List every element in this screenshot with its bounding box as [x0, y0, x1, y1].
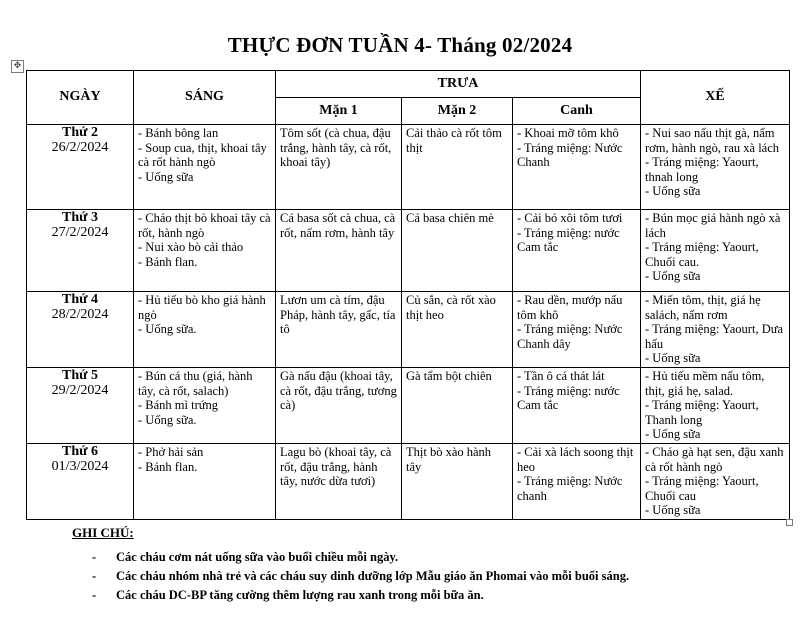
header-afternoon: XẾ [641, 71, 790, 125]
table-row [27, 292, 790, 368]
day-date: 29/2/2024 [51, 382, 109, 398]
day-name: Thứ 5 [61, 368, 99, 383]
note-text: Các cháu cơm nát uống sữa vào buổi chiều mỗi ngày. [116, 550, 399, 564]
menu-line: - Bánh flan. [138, 254, 198, 269]
man1-cell [276, 292, 402, 368]
menu-line: - Uống sữa [645, 503, 701, 517]
menu-line: - Tráng miệng: Nước Chanh dây [517, 322, 623, 351]
menu-line: Gà tẩm bột chiên [406, 369, 492, 383]
man2-cell [402, 125, 513, 210]
sang-cell [134, 125, 276, 210]
day-name: Thứ 6 [61, 444, 99, 459]
man2-cell [402, 368, 513, 444]
sang-cell [134, 368, 276, 444]
man2-cell [402, 292, 513, 368]
man2-cell [402, 444, 513, 520]
table-row [27, 210, 790, 292]
man1-cell [276, 444, 402, 520]
menu-line: - Uống sữa [138, 169, 194, 184]
notes-title: GHI CHÚ: [72, 525, 134, 540]
menu-line: - Tráng miệng: Yaourt, Chuối cau [645, 474, 759, 503]
menu-line: Cải thảo cà rốt tôm thịt [406, 126, 502, 155]
menu-line: - Miến tôm, thịt, giá hẹ salách, nấm rơm [645, 293, 761, 322]
menu-line: Củ sắn, cà rốt xào thịt heo [406, 293, 496, 322]
canh-cell [513, 292, 641, 368]
menu-line: Gà nấu đậu (khoai tây, cà rốt, đậu trắng, tương cà) [280, 369, 397, 412]
canh-cell [513, 210, 641, 292]
canh-cell [513, 368, 641, 444]
day-cell [27, 125, 134, 210]
menu-line: Thịt bò xào hành tây [406, 445, 492, 474]
menu-line: - Cải xà lách soong thịt heo [517, 445, 634, 474]
note-item [92, 588, 629, 602]
day-date: 01/3/2024 [51, 458, 109, 474]
day-cell [27, 210, 134, 292]
page-title: THỰC ĐƠN TUẦN 4- Tháng 02/2024 [227, 33, 573, 57]
menu-line: - Cháo gà hạt sen, đậu xanh cà rốt hành ngò [645, 445, 784, 474]
day-cell [27, 292, 134, 368]
xe-cell [641, 210, 790, 292]
menu-line: - Tráng miệng: nước Cam tắc [517, 225, 620, 254]
day-date: 28/2/2024 [51, 306, 109, 322]
menu-line: - Tráng miệng: nước Cam tắc [517, 383, 620, 412]
man1-cell [276, 125, 402, 210]
header-breakfast: SÁNG [134, 71, 276, 125]
note-text: Các cháu nhóm nhà trẻ và các cháu suy dinh dưỡng lớp Mẫu giáo ăn Phomai vào mỗi buổi sáng. [116, 569, 630, 583]
menu-line: Cá basa sốt cà chua, cà rốt, nấm rơm, hành tây [280, 211, 396, 240]
menu-line: - Uống sữa [645, 269, 701, 283]
header-day: NGÀY [27, 71, 134, 125]
menu-line: - Nui sao nấu thịt gà, nấm rơm, hành ngò, rau xà lách [645, 126, 780, 155]
menu-line: - Cải bó xôi tôm tươi [517, 211, 623, 225]
menu-line: - Khoai mỡ tôm khô [517, 126, 619, 140]
man1-cell [276, 368, 402, 444]
menu-line: - Bánh bông lan [138, 126, 219, 140]
day-name: Thứ 3 [61, 210, 99, 225]
header-lunch-man2: Mặn 2 [402, 98, 513, 125]
menu-line: - Tráng miệng: Yaourt, Thanh long [645, 398, 759, 427]
man1-cell [276, 210, 402, 292]
menu-line: - Hủ tiếu mềm nấu tôm, thịt, giá hẹ, salad. [645, 369, 765, 398]
menu-line: - Tráng miệng: Nước Chanh [517, 140, 623, 169]
xe-cell [641, 292, 790, 368]
table-row [27, 368, 790, 444]
day-name: Thứ 4 [61, 292, 99, 307]
canh-cell [513, 444, 641, 520]
table-row [27, 444, 790, 520]
menu-line: - Uống sữa. [138, 412, 197, 427]
menu-line: - Hủ tiếu bò kho giá hành ngò [138, 293, 266, 322]
xe-cell [641, 125, 790, 210]
menu-line: - Nui xào bò cải thảo [138, 240, 244, 254]
note-item [92, 569, 629, 583]
menu-line: - Uống sữa. [138, 322, 197, 336]
menu-line: - Bánh flan. [138, 459, 198, 474]
sang-cell [134, 292, 276, 368]
table-resize-handle[interactable] [786, 519, 793, 526]
header-lunch: TRƯA [276, 71, 641, 98]
menu-body [27, 125, 790, 520]
sang-cell [134, 444, 276, 520]
menu-line: - Bún cá thu (giá, hành tây, cà rốt, salach) [138, 369, 253, 398]
note-item [92, 550, 629, 564]
table-move-handle-icon[interactable]: ✥ [11, 60, 24, 73]
menu-line: - Tráng miệng: Yaourt, thnah long [645, 155, 759, 184]
menu-line: - Uống sữa [645, 351, 701, 365]
menu-table [26, 70, 790, 520]
day-date: 26/2/2024 [51, 139, 109, 155]
menu-line: - Soup cua, thịt, khoai tây cà rốt hành ngò [138, 140, 267, 169]
note-dash: - [92, 588, 97, 602]
menu-line: - Phở hải sản [138, 445, 204, 459]
header-lunch-canh: Canh [513, 98, 641, 125]
menu-line: - Tráng miệng: Yaourt, Chuối cau. [645, 240, 759, 269]
menu-line: - Bánh mì trứng [138, 398, 219, 412]
day-name: Thứ 2 [61, 125, 99, 140]
menu-line: - Tráng miệng: Yaourt, Dưa hấu [645, 322, 784, 351]
menu-line: - Tráng miệng: Nước chanh [517, 474, 623, 503]
menu-line: - Uống sữa [645, 184, 701, 198]
note-text: Các cháu DC-BP tăng cường thêm lượng rau xanh trong mỗi bữa ăn. [116, 588, 484, 602]
sang-cell [134, 210, 276, 292]
day-date: 27/2/2024 [51, 224, 109, 240]
xe-cell [641, 444, 790, 520]
menu-line: - Cháo thịt bò khoai tây cà rốt, hành ngò [138, 211, 271, 240]
menu-line: Lươn um cà tím, đậu Pháp, hành tây, gấc, tía tô [280, 293, 396, 336]
notes-list [92, 550, 629, 607]
day-cell [27, 368, 134, 444]
menu-line: - Tần ô cá thát lát [517, 369, 605, 383]
menu-line: - Rau dền, mướp nấu tôm khô [517, 293, 623, 322]
header-lunch-man1: Mặn 1 [276, 98, 402, 125]
menu-line: - Uống sữa [645, 427, 701, 441]
menu-line: Tôm sốt (cà chua, đậu trắng, hành tây, cà rốt, khoai tây) [280, 126, 392, 169]
canh-cell [513, 125, 641, 210]
note-dash: - [92, 550, 97, 564]
menu-line: - Bún mọc giá hành ngò xà lách [645, 211, 781, 240]
note-dash: - [92, 569, 97, 583]
menu-line: Cá basa chiên mè [406, 211, 494, 225]
menu-line: Lagu bò (khoai tây, cà rốt, đậu trắng, hành tây, nước dừa tươi) [280, 445, 392, 488]
table-row [27, 125, 790, 210]
man2-cell [402, 210, 513, 292]
xe-cell [641, 368, 790, 444]
day-cell [27, 444, 134, 520]
